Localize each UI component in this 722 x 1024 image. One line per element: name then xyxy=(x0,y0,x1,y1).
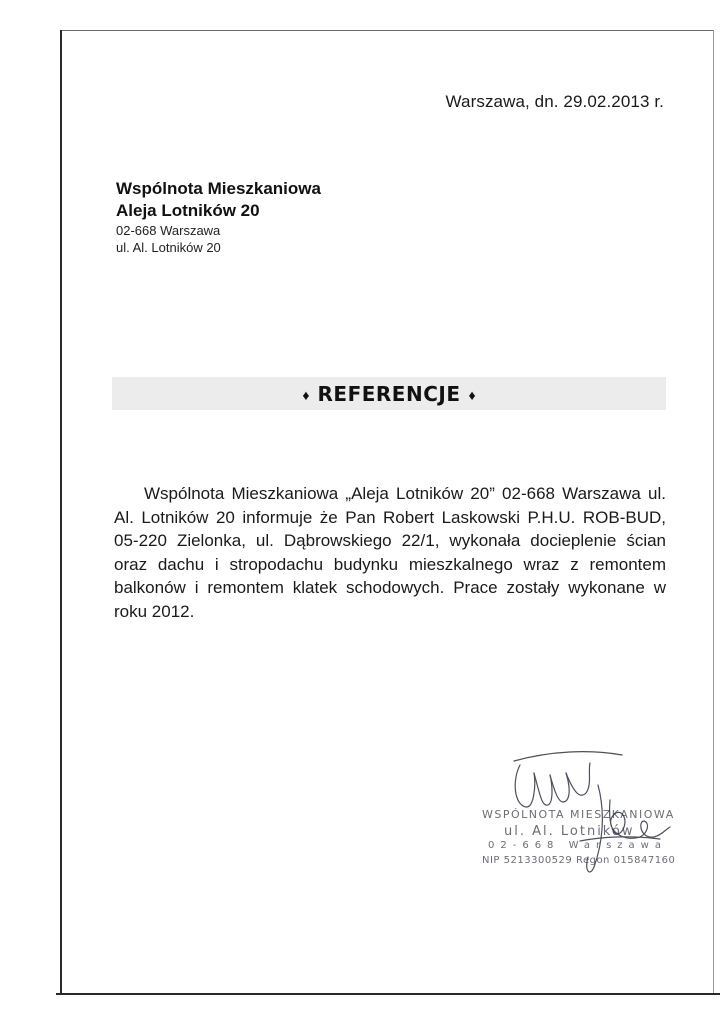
sender-name-line1: Wspólnota Mieszkaniowa xyxy=(116,179,321,198)
sender-address-line2: ul. Al. Lotników 20 xyxy=(116,240,221,255)
stamp-line4: NIP 5213300529 Regon 015847160 xyxy=(482,855,676,866)
title-ornament-left: ♦ xyxy=(302,386,310,403)
handwritten-signature xyxy=(490,745,690,885)
stamp-line1: WSPÓLNOTA MIESZKANIOWA xyxy=(482,808,675,821)
title-ornament-right: ♦ xyxy=(468,386,476,403)
stamp-line2: ul. Al. Lotników xyxy=(504,824,635,839)
date-line: Warszawa, dn. 29.02.2013 r. xyxy=(445,92,664,111)
scan-frame-right-edge xyxy=(713,30,714,994)
scan-frame-top-edge xyxy=(60,30,714,31)
sender-name-line2: Aleja Lotników 20 xyxy=(116,201,260,220)
scan-frame-left-edge xyxy=(60,30,62,994)
title-band xyxy=(112,377,666,410)
sender-block xyxy=(116,178,321,256)
sender-address-line1: 02-668 Warszawa xyxy=(116,223,221,238)
stamp-line3: 02-668 Warszawa xyxy=(488,840,667,851)
document-title: REFERENCJE xyxy=(317,381,461,406)
body-paragraph: Wspólnota Mieszkaniowa „Aleja Lotników 20” 02-668 Warszawa ul. Al. Lotników 20 informuje że Pan Robert Laskowski P.H.U. ROB-BUD, 05-220 Zielonka, ul. Dąbrowskiego 22/1, wykonała docieplenie ścian oraz dachu i stropodachu budynku mieszkalnego wraz z remontem balkonów i remontem klatek schodowych. Prace zostały wykonane w roku 2012. xyxy=(114,484,666,621)
scan-frame-bottom-edge xyxy=(56,993,720,995)
